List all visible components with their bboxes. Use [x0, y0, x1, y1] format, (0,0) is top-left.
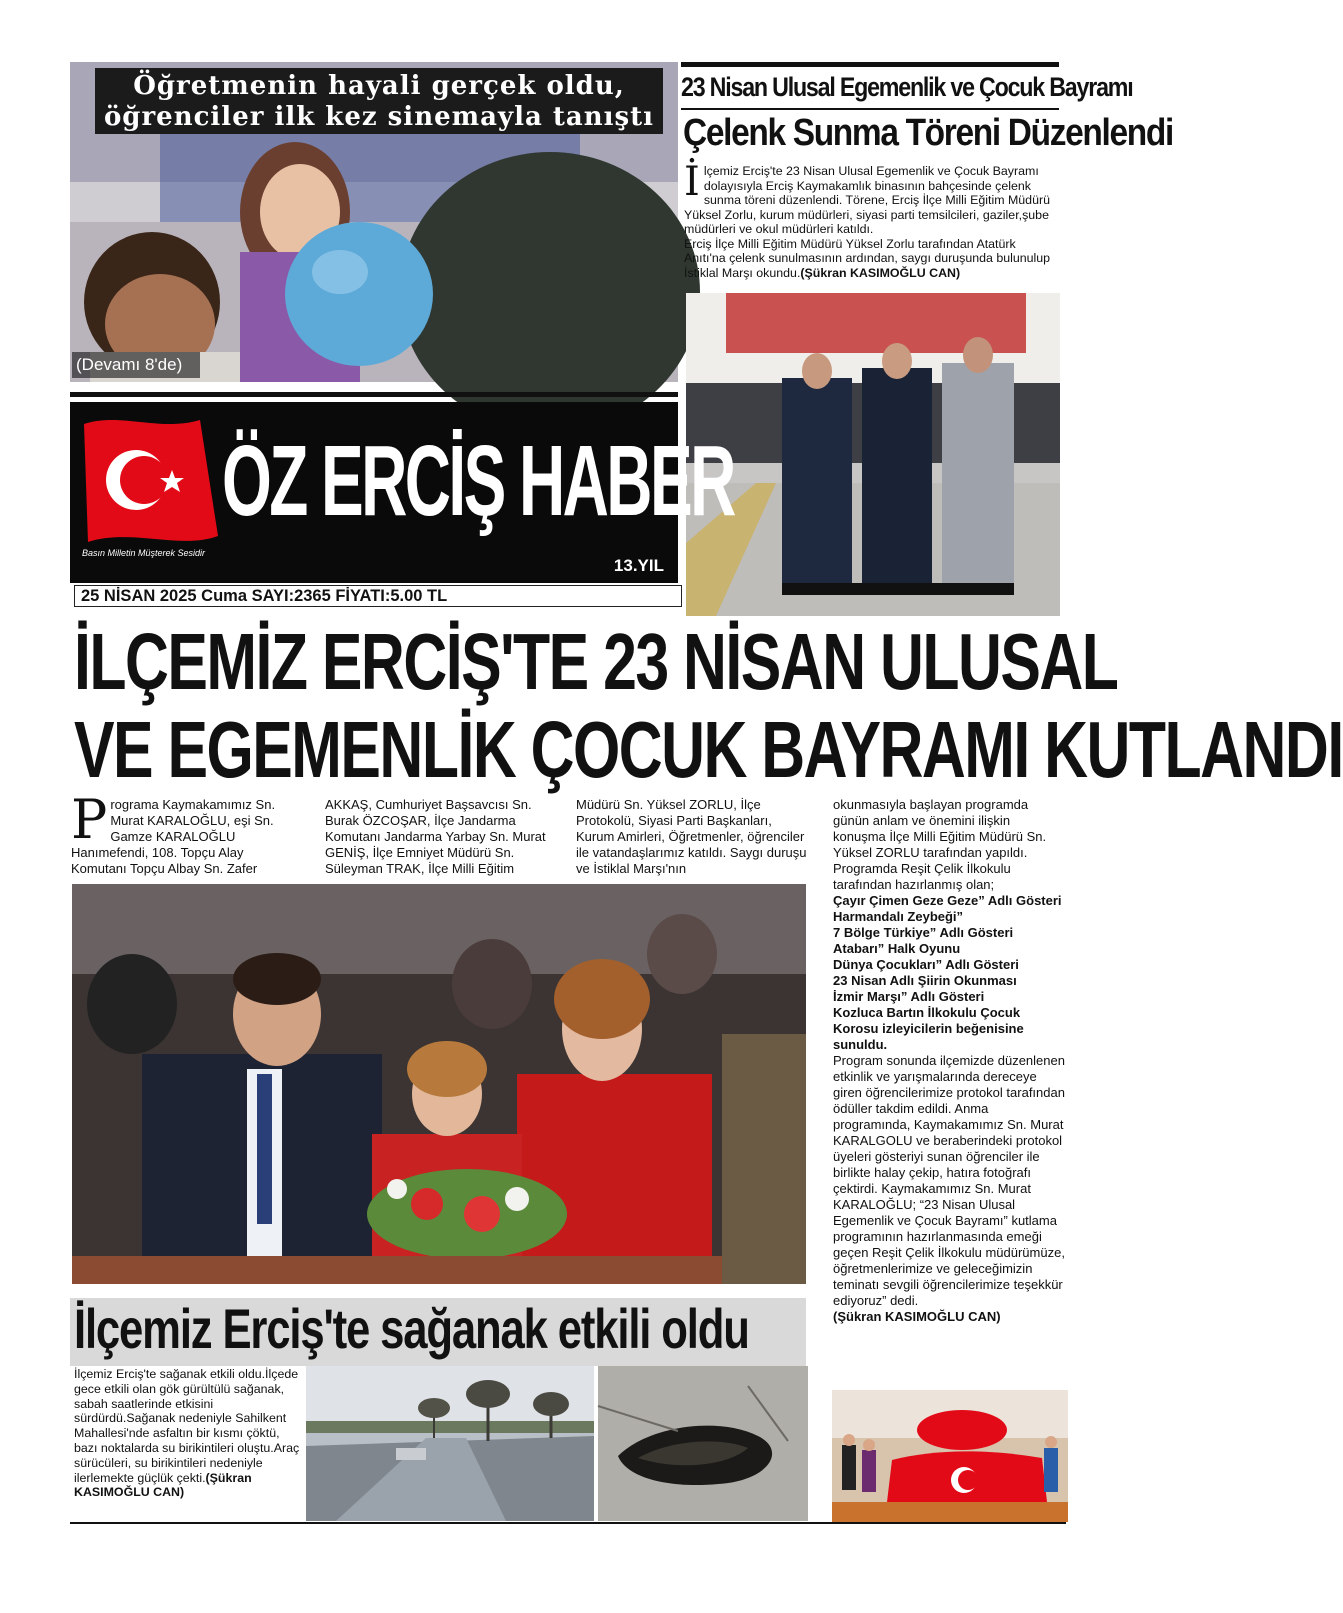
- program-item-7: İzmir Marşı” Adlı Gösteri: [833, 989, 985, 1004]
- wreath-ceremony-photo: [686, 293, 1060, 616]
- children-flag-performance-photo: [832, 1390, 1068, 1522]
- masthead-rule: [70, 392, 678, 397]
- protocol-audience-photo: [72, 884, 806, 1284]
- page-bottom-rule: [70, 1522, 1066, 1524]
- program-item-3: 7 Bölge Türkiye” Adlı Gösteri: [833, 925, 1014, 940]
- main-byline: (Şükran KASIMOĞLU CAN): [833, 1309, 1001, 1324]
- storm-headline: İlçemiz Erciş'te sağanak etkili oldu: [74, 1297, 749, 1360]
- wreath-headline-line1: 23 Nisan Ulusal Egemenlik ve Çocuk Bayramı: [681, 72, 1133, 102]
- top-left-headline-line1: Öğretmenin hayali gerçek oldu,: [133, 71, 625, 101]
- top-left-headline: [95, 68, 663, 134]
- top-left-headline-line2: öğrenciler ilk kez sinemayla tanıştı: [103, 102, 655, 132]
- article-column-1-text: rograma Kaymakamımız Sn. Murat KARALOĞLU, eşi Sn. Gamze KARALOĞLU Hanımefendi, 108. Topçu Alay Komutanı Topçu Albay Sn. Zafer: [71, 797, 276, 876]
- storm-article-text: İlçemiz Erciş'te sağanak etkili oldu.İlçede gece etkili olan gök gürültülü sağanak, sabah saatlerinde etkisini sürdürdü.Sağanak nedeniyle Sahilkent Mahallesi'nde asfaltın bir kısmı çöktü, bazı noktalarda su birikintileri oluştu.Araç sürücüleri, su birikintileri nedeniyle ilerlemekte güçlük çekti.: [74, 1367, 300, 1485]
- wreath-article-text: lçemiz Erciş'te 23 Nisan Ulusal Egemenlik ve Çocuk Bayramı dolayısıyla Erciş Kaymakamlık binasının bahçesinde çelenk sunma töreni düzenlendi. Törene, Erciş İlçe Milli Eğitim Müdürü Yüksel Zorlu, kurum müdürleri, siyasi parti temsilcileri, gaziler,şube müdürleri ve okul müdürleri katıldı.: [684, 164, 1050, 236]
- top-right-rule: [681, 62, 1059, 67]
- article-column-4: [833, 797, 1065, 1325]
- program-item-8: Kozluca Bartın İlkokulu Çocuk Korosu izleyicilerin beğenisine sunuldu.: [833, 1005, 1024, 1052]
- masthead-slogan: Basın Milletin Müşterek Sesidir: [82, 548, 206, 558]
- collapsed-asphalt-photo: [598, 1366, 808, 1521]
- article-column-1: [71, 788, 297, 877]
- article-column-2: AKKAŞ, Cumhuriyet Başsavcısı Sn. Burak ÖZCOŞAR, İlçe Jandarma Komutanı Jandarma Yarbay Sn. Murat GENİŞ, İlçe Emniyet Müdürü Sn. Süleyman TRAK, İlçe Milli Eğitim: [325, 797, 546, 876]
- masthead-title: ÖZ ERCİŞ HABER: [222, 425, 734, 537]
- turkish-flag-logo: [80, 412, 220, 544]
- wreath-article-body: [684, 159, 1054, 280]
- wreath-headline-line2: Çelenk Sunma Töreni Düzenlendi: [683, 112, 1173, 154]
- masthead-year: 13.YIL: [613, 556, 664, 575]
- continued-label: (Devamı 8'de): [72, 352, 200, 378]
- program-item-1: Çayır Çimen Geze Geze” Adlı Gösteri: [833, 893, 1062, 908]
- program-item-4: Atabarı” Halk Oyunu: [833, 941, 961, 956]
- masthead: [70, 402, 734, 583]
- storm-article-body: [74, 1367, 304, 1500]
- program-item-2: Harmandalı Zeybeği”: [833, 909, 964, 924]
- main-dropcap: P: [71, 788, 108, 851]
- storm-byline: (Şükran KASIMOĞLU CAN): [74, 1470, 252, 1500]
- wreath-article-text-2: Erciş İlçe Milli Eğitim Müdürü Yüksel Zorlu tarafından Atatürk Anıtı'na çelenk sunulmasının ardından, saygı duruşunda bulunulup İstiklal Marşı okundu.: [684, 236, 1051, 280]
- article-column-4-intro: okunmasıyla başlayan programda günün anlam ve önemini ilişkin konuşma İlçe Milli Eğitim Müdürü Sn. Yüksel ZORLU tarafından yapıldı. Programda Reşit Çelik İlkokulu tarafından hazırlanmış olan;: [833, 797, 1047, 892]
- article-column-4-outro: Program sonunda ilçemizde düzenlenen etkinlik ve yarışmalarında dereceye giren öğrencilerimize protokol tarafından ödüller takdim edildi. Anma programında, Kaymakamımız Sn. Murat KARALGOLU ve beraberindeki protokol üyeleri gösteriyi sunan öğrenciler ile birlikte halay çekip, hatıra fotoğrafı çektirdi. Kaymakamımız Sn. Murat KARALOĞLU; “23 Nisan Ulusal Egemenlik ve Çocuk Bayramı” kutlama programının hazırlanmasında emeği geçen Reşit Çelik İlkokulu müdürümüze, öğretmenlerimize ve geleceğimizin teminatı sevgili öğrencilerimize teşekkür ediyoruz” dedi.: [833, 1053, 1065, 1308]
- top-right-rule-2: [681, 108, 1059, 110]
- wreath-byline: (Şükran KASIMOĞLU CAN): [800, 265, 961, 280]
- main-headline-line1: İLÇEMİZ ERCİŞ'TE 23 NİSAN ULUSAL: [74, 617, 1118, 706]
- flooded-road-photo: [306, 1366, 594, 1521]
- article-column-3: Müdürü Sn. Yüksel ZORLU, İlçe Protokolü, Siyasi Parti Başkanları, Kurum Amirleri, Öğretmenler, öğrenciler ile vatandaşlarımız katıldı. Saygı duruşu ve İstiklal Marşı'nın: [576, 797, 807, 876]
- issue-dateline: 25 NİSAN 2025 Cuma SAYI:2365 FİYATI:5.00 TL: [74, 585, 682, 607]
- program-item-6: 23 Nisan Adlı Şiirin Okunması: [833, 973, 1017, 988]
- wreath-dropcap: İ: [684, 159, 700, 205]
- program-item-5: Dünya Çocukları” Adlı Gösteri: [833, 957, 1019, 972]
- main-headline-line2: VE EGEMENLİK ÇOCUK BAYRAMI KUTLANDI: [74, 705, 1343, 794]
